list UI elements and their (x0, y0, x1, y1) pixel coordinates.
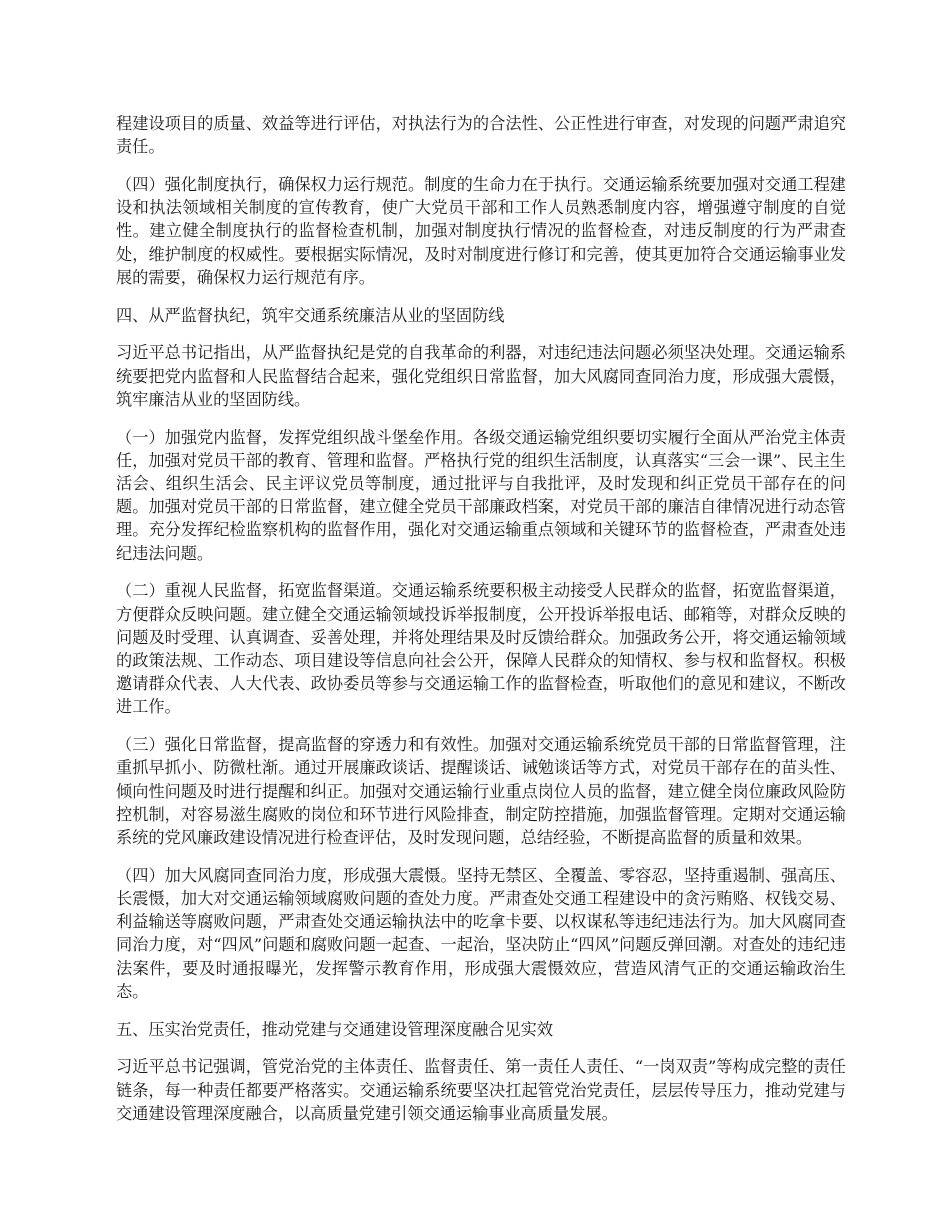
paragraph-public-supervision: （二）重视人民监督，拓宽监督渠道。交通运输系统要积极主动接受人民群众的监督，拓宽监督渠道，方便群众反映问题。建立健全交通运输领域投诉举报制度，公开投诉举报电话、邮箱等，对群众反映的问题及时受理、认真调查、妥善处理，并将处理结果及时反馈给群众。加强政务公开，将交通运输领域的政策法规、工作动态、项目建设等信息向社会公开，保障人民群众的知情权、参与权和监督权。积极邀请群众代表、人大代表、政协委员等参与交通运输工作的监督检查，听取他们的意见和建议，不断改进工作。 (116, 581, 846, 717)
paragraph-anti-corruption: （四）加大风腐同查同治力度，形成强大震慑。坚持无禁区、全覆盖、零容忍，坚持重遏制、强高压、长震慑，加大对交通运输领域腐败问题的查处力度。严肃查处交通工程建设中的贪污贿赂、权钱交易、利益输送等腐败问题，严肃查处交通运输执法中的吃拿卡要、以权谋私等违纪违法行为。加大风腐同查同治力度，对“四风”问题和腐败问题一起查、一起治，坚决防止“四风”问题反弹回潮。对查处的违纪违法案件，要及时通报曝光，发挥警示教育作用，形成强大震慑效应，营造风清气正的交通运输政治生态。 (116, 865, 846, 1001)
paragraph-section-5-intro: 习近平总书记强调，管党治党的主体责任、监督责任、第一责任人责任、“一岗双责”等构成完整的责任链条，每一种责任都要严格落实。交通运输系统要坚决扛起管党治党责任，层层传导压力，推动党建与交通建设管理深度融合，以高质量党建引领交通运输事业高质量发展。 (116, 1057, 846, 1123)
document-body (116, 112, 846, 1140)
paragraph-daily-supervision: （三）强化日常监督，提高监督的穿透力和有效性。加强对交通运输系统党员干部的日常监督管理，注重抓早抓小、防微杜渐。通过开展廉政谈话、提醒谈话、诫勉谈话等方式，对党员干部存在的苗头性、倾向性问题及时进行提醒和纠正。加强对交通运输行业重点岗位人员的监督，建立健全岗位廉政风险防控机制，对容易滋生腐败的岗位和环节进行风险排查，制定防控措施，加强监督管理。定期对交通运输系统的党风廉政建设情况进行检查评估，及时发现问题，总结经验，不断提高监督的质量和效果。 (116, 735, 846, 848)
paragraph-section-4-intro: 习近平总书记指出，从严监督执纪是党的自我革命的利器，对违纪违法问题必须坚决处理。交通运输系统要把党内监督和人民监督结合起来，强化党组织日常监督，加大风腐同查同治力度，形成强大震慑，筑牢廉洁从业的坚固防线。 (116, 343, 846, 409)
section-heading-5: 五、压实治党责任，推动党建与交通建设管理深度融合见实效 (116, 1019, 554, 1039)
paragraph-system-enforcement: （四）强化制度执行，确保权力运行规范。制度的生命力在于执行。交通运输系统要加强对交通工程建设和执法领域相关制度的宣传教育，使广大党员干部和工作人员熟悉制度内容，增强遵守制度的自觉性。建立健全制度执行的监督检查机制，加强对制度执行情况的监督检查，对违反制度的行为严肃查处，维护制度的权威性。要根据实际情况，及时对制度进行修订和完善，使其更加符合交通运输事业发展的需要，确保权力运行规范有序。 (116, 175, 846, 287)
section-heading-4: 四、从严监督执纪，筑牢交通系统廉洁从业的坚固防线 (116, 305, 505, 325)
paragraph-continuation: 程建设项目的质量、效益等进行评估，对执法行为的合法性、公正性进行审查，对发现的问题严肃追究责任。 (116, 114, 846, 157)
paragraph-party-supervision: （一）加强党内监督，发挥党组织战斗堡垒作用。各级交通运输党组织要切实履行全面从严治党主体责任，加强对党员干部的教育、管理和监督。严格执行党的组织生活制度，认真落实“三会一课”、民主生活会、组织生活会、民主评议党员等制度，通过批评与自我批评，及时发现和纠正党员干部存在的问题。加强对党员干部的日常监督，建立健全党员干部廉政档案，对党员干部的廉洁自律情况进行动态管理。充分发挥纪检监察机构的监督作用，强化对交通运输重点领域和关键环节的监督检查，严肃查处违纪违法问题。 (116, 427, 846, 563)
